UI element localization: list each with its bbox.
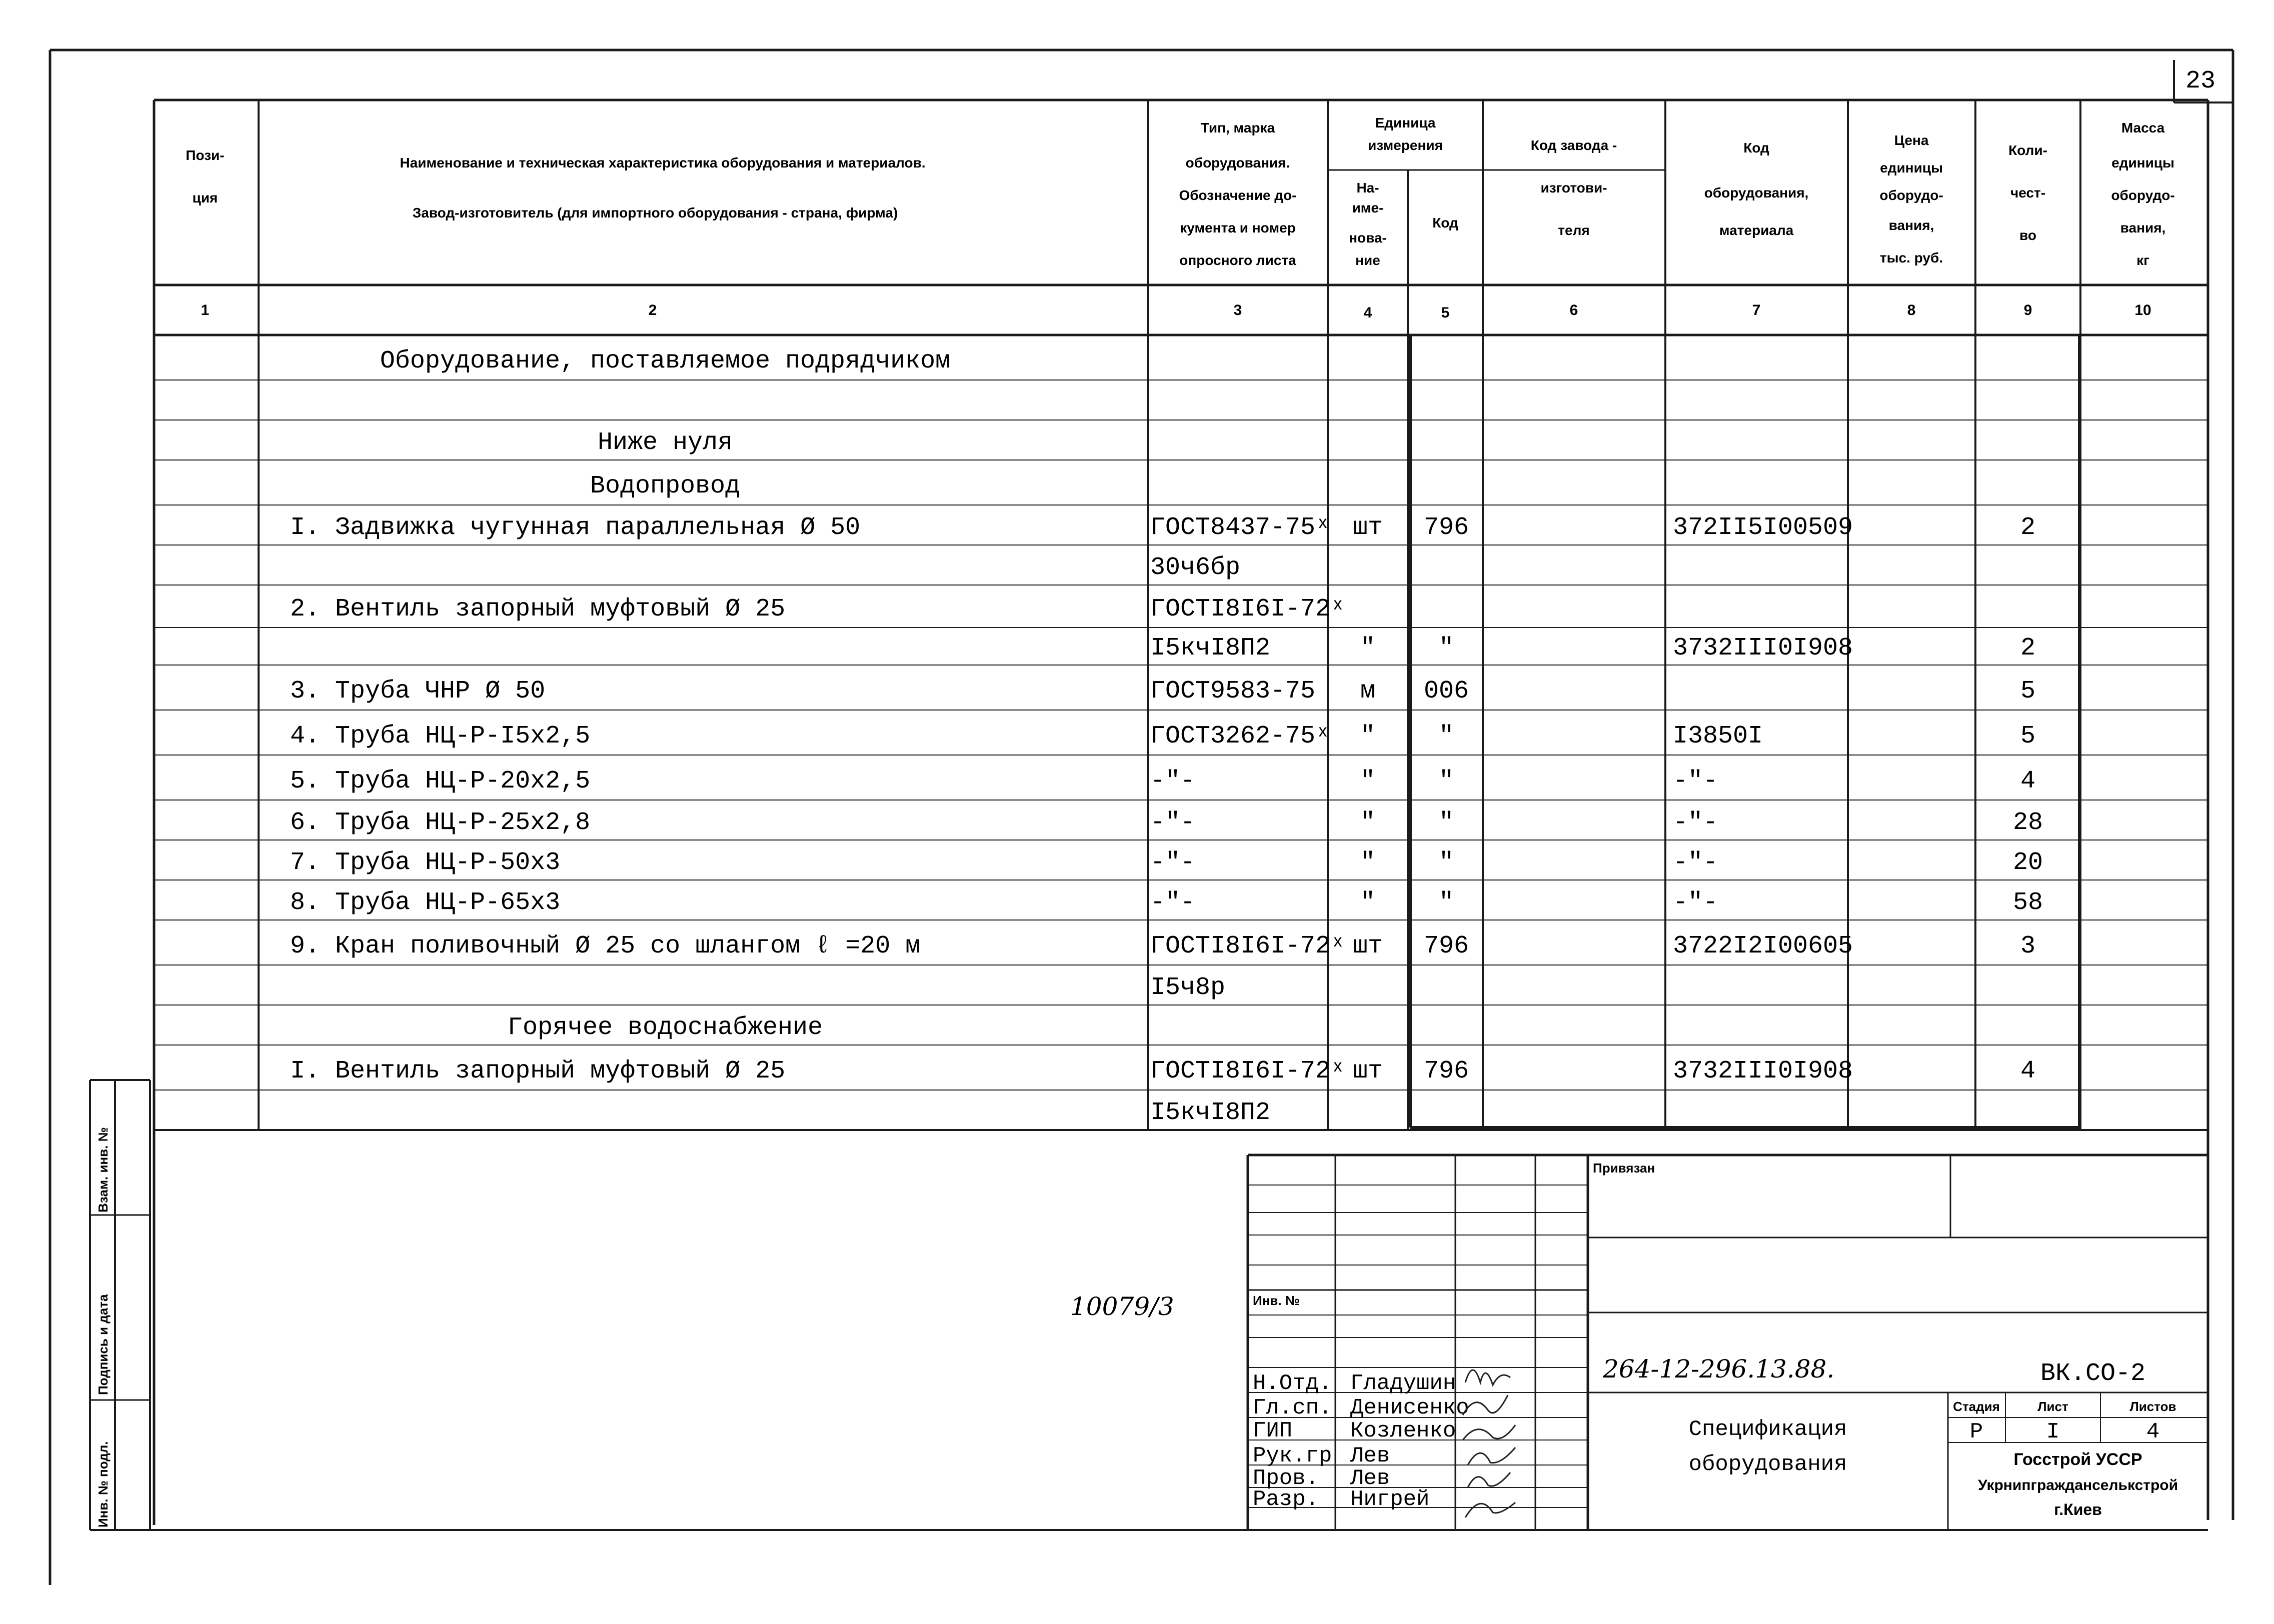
col10-header-line5: кг: [2136, 252, 2149, 268]
table-row: [1150, 554, 1240, 582]
row-name: I. Вентиль запорный муфтовый Ø 25: [290, 1057, 786, 1086]
row-unit: шт: [1352, 932, 1383, 960]
col1-header-line2: ция: [192, 190, 218, 206]
row-type: ГОСТ8437-75ˣ: [1150, 514, 1331, 542]
signature-scribble-6: [1465, 1502, 1515, 1518]
col1-header-line1: Пози-: [186, 148, 225, 163]
unit-group-header-line2: измерения: [1368, 138, 1443, 153]
table-row: [290, 595, 1345, 624]
row-unit: ": [1360, 767, 1376, 796]
row-unit: ": [1360, 634, 1376, 662]
col8-header-line3: оборудо-: [1879, 188, 1943, 203]
row-type: -"-: [1150, 808, 1196, 837]
unit-group-header-line1: Единица: [1375, 115, 1436, 130]
col4-header-line2: име-: [1352, 200, 1384, 216]
column-number-10: 10: [2134, 302, 2151, 318]
row-unit: шт: [1352, 1057, 1383, 1086]
col7-header-line3: материала: [1719, 222, 1794, 238]
table-row: [290, 932, 2035, 960]
table-row: [1150, 1098, 1270, 1127]
row-quantity: 5: [2020, 677, 2036, 706]
table-header: [186, 115, 2174, 321]
row-material-code: 3722I2I00605: [1673, 932, 1853, 960]
column-number-4: 4: [1363, 304, 1372, 321]
row-name: Оборудование, поставляемое подрядчиком: [380, 347, 951, 376]
row-unit: ": [1360, 848, 1376, 877]
row-type: I5ч8р: [1150, 974, 1226, 1002]
row-material-code: -"-: [1673, 808, 1718, 837]
attached-label: Привязан: [1593, 1160, 1655, 1176]
col7-header-line2: оборудования,: [1704, 185, 1809, 200]
row-name: 4. Труба НЦ-Р-I5х2,5: [290, 722, 591, 750]
signatory-name: Денисенко: [1350, 1396, 1469, 1420]
column-number-3: 3: [1233, 302, 1242, 318]
signatory-name: Нигрей: [1350, 1487, 1430, 1512]
signatory-name: Лев: [1350, 1466, 1390, 1491]
col10-header-line2: единицы: [2111, 155, 2174, 170]
col8-header-line5: тыс. руб.: [1879, 250, 1943, 266]
col4-header-line3: нова-: [1349, 230, 1387, 246]
row-unit: ": [1360, 808, 1376, 837]
signatory-name: Козленко: [1350, 1418, 1456, 1444]
table-body: [290, 347, 2043, 1127]
row-unit-code: ": [1438, 888, 1454, 917]
column-number-8: 8: [1907, 302, 1916, 318]
column-number-1: 1: [201, 302, 210, 318]
row-name: Горячее водоснабжение: [507, 1014, 823, 1042]
row-material-code: -"-: [1673, 888, 1718, 917]
stage-label: Стадия: [1953, 1399, 2000, 1414]
col2-header-line2: Завод-изготовитель (для импортного оборудования - страна, фирма): [412, 205, 898, 220]
row-name: 9. Кран поливочный Ø 25 со шлангом ℓ =20 м: [290, 932, 921, 960]
table-row: [290, 808, 2043, 837]
side-label-signature-date: Подпись и дата: [96, 1294, 111, 1395]
row-unit-code: ": [1438, 634, 1454, 662]
signatory-role: Пров.: [1253, 1466, 1319, 1491]
row-name: 3. Труба ЧНР Ø 50: [290, 677, 546, 706]
column-number-2: 2: [648, 302, 657, 318]
row-quantity: 4: [2020, 1057, 2036, 1086]
row-quantity: 2: [2020, 514, 2036, 542]
column-number-9: 9: [2023, 302, 2032, 318]
col10-header-line3: оборудо-: [2111, 188, 2175, 203]
document-title-line2: оборудования: [1688, 1452, 1847, 1477]
table-row: [380, 347, 950, 376]
col9-header-line1: Коли-: [2008, 142, 2047, 158]
row-type: ГОСТI8I6I-72ˣ: [1150, 932, 1346, 960]
sheets-count-value: 4: [2146, 1420, 2160, 1444]
row-type: -"-: [1150, 767, 1196, 796]
document-title-line1: Спецификация: [1688, 1417, 1847, 1442]
col10-header-line4: вания,: [2120, 220, 2166, 236]
table-row: [290, 722, 2035, 750]
col6-header-line1: Код завода -: [1530, 138, 1617, 153]
row-unit-code: ": [1438, 767, 1454, 796]
table-row: [290, 848, 2043, 877]
row-name: Ниже нуля: [597, 428, 733, 457]
row-unit: шт: [1352, 514, 1383, 542]
col2-header-line1: Наименование и техническая характеристика оборудования и материалов.: [400, 155, 926, 170]
table-row: [508, 1014, 823, 1042]
col3-header-line3: Обозначение до-: [1179, 188, 1297, 203]
row-unit: м: [1360, 677, 1376, 706]
row-unit-code: ": [1438, 722, 1454, 750]
row-name: 5. Труба НЦ-Р-20х2,5: [290, 767, 591, 796]
col6-header-line2: изготови-: [1540, 180, 1607, 196]
col8-header-line4: вания,: [1888, 218, 1934, 233]
row-unit-code: 796: [1423, 932, 1469, 960]
row-name: 7. Труба НЦ-Р-50х3: [290, 848, 561, 877]
signatory-role: Гл.сп.: [1253, 1396, 1332, 1420]
col3-header-line4: кумента и номер: [1180, 220, 1296, 236]
row-type: ГОСТ9583-75: [1150, 677, 1316, 706]
sheet-label: Лист: [2037, 1399, 2068, 1414]
col4-header-line1: На-: [1356, 180, 1379, 196]
signature-scribble-2: [1463, 1395, 1508, 1415]
row-type: ГОСТ3262-75ˣ: [1150, 722, 1331, 750]
signature-scribble-5: [1468, 1472, 1510, 1488]
page-number: 23: [2185, 67, 2216, 96]
row-type: I5кчI8П2: [1150, 1098, 1271, 1127]
row-name: 8. Труба НЦ-Р-65х3: [290, 888, 561, 917]
handwritten-archive-number: 10079/3: [1070, 1292, 1174, 1321]
table-row: [290, 1057, 2035, 1086]
stamp-signatories: [1253, 1371, 1469, 1512]
row-quantity: 5: [2020, 722, 2036, 750]
col5-header: Код: [1432, 215, 1458, 230]
table-row: [290, 514, 2035, 542]
row-unit-code: ": [1438, 848, 1454, 877]
side-label-replaced-inv: Взам. инв. №: [96, 1127, 111, 1212]
col3-header-line2: оборудования.: [1185, 155, 1290, 170]
signature-scribble-3: [1463, 1425, 1515, 1440]
row-quantity: 4: [2020, 767, 2036, 796]
inv-number-label: Инв. №: [1253, 1293, 1300, 1308]
row-name: 2. Вентиль запорный муфтовый Ø 25: [290, 595, 786, 624]
col9-header-line2: чест-: [2010, 185, 2046, 200]
signatory-role: Рук.гр: [1253, 1444, 1332, 1468]
column-number-5: 5: [1441, 304, 1450, 321]
organization-line2: Укрнипгражданселькстрой: [1977, 1477, 2178, 1494]
row-material-code: 372II5I00509: [1673, 514, 1853, 542]
table-row: [1150, 634, 2035, 662]
row-unit-code: 796: [1423, 1057, 1469, 1086]
row-type: -"-: [1150, 848, 1196, 877]
col6-header-line3: теля: [1558, 222, 1590, 238]
row-unit-code: 006: [1423, 677, 1469, 706]
side-label-original-inv: Инв. № подл.: [96, 1441, 111, 1528]
col3-header-line5: опросного листа: [1179, 252, 1296, 268]
col3-header-line1: Тип, марка: [1200, 120, 1275, 136]
row-quantity: 2: [2020, 634, 2036, 662]
col7-header-line1: Код: [1743, 140, 1769, 156]
organization-line3: г.Киев: [2054, 1500, 2102, 1518]
organization-line1: Госстрой УССР: [2013, 1450, 2142, 1469]
row-material-code: -"-: [1673, 767, 1718, 796]
row-material-code: I3850I: [1673, 722, 1763, 750]
document-code: 264-12-296.13.88.: [1603, 1354, 1835, 1384]
table-row: [1150, 974, 1225, 1002]
row-type: ГОСТI8I6I-72ˣ: [1150, 595, 1346, 624]
row-unit-code: ": [1438, 808, 1454, 837]
signatory-name: Лев: [1350, 1444, 1390, 1468]
table-row: [290, 888, 2043, 917]
row-type: 30ч6бр: [1150, 554, 1241, 582]
signature-scribble-4: [1468, 1448, 1515, 1465]
col4-header-line4: ние: [1355, 252, 1380, 268]
row-type: I5кчI8П2: [1150, 634, 1271, 662]
signatory-name: Гладушин: [1350, 1371, 1456, 1396]
column-number-6: 6: [1569, 302, 1578, 318]
col10-header-line1: Масса: [2121, 120, 2165, 136]
row-material-code: -"-: [1673, 848, 1718, 877]
signatory-role: ГИП: [1253, 1418, 1293, 1444]
row-unit: ": [1360, 722, 1376, 750]
stage-value: Р: [1969, 1420, 1983, 1444]
row-quantity: 28: [2012, 808, 2043, 837]
signature-scribble-1: [1465, 1370, 1510, 1385]
signatory-role: Разр.: [1253, 1487, 1319, 1512]
column-number-7: 7: [1752, 302, 1761, 318]
row-name: 6. Труба НЦ-Р-25х2,8: [290, 808, 591, 837]
sheet-code: ВК.СО-2: [2040, 1360, 2146, 1388]
row-name: I. Задвижка чугунная параллельная Ø 50: [290, 514, 861, 542]
col8-header-line1: Цена: [1894, 132, 1929, 148]
row-quantity: 20: [2012, 848, 2043, 877]
table-row: [290, 767, 2035, 796]
row-type: ГОСТI8I6I-72ˣ: [1150, 1057, 1346, 1086]
row-type: -"-: [1150, 888, 1196, 917]
row-quantity: 3: [2020, 932, 2036, 960]
row-material-code: 3732III0I908: [1673, 1057, 1853, 1086]
col8-header-line2: единицы: [1880, 160, 1943, 176]
row-quantity: 58: [2012, 888, 2043, 917]
sheets-count-label: Листов: [2129, 1399, 2176, 1414]
row-material-code: 3732III0I908: [1673, 634, 1853, 662]
signatory-role: Н.Отд.: [1253, 1371, 1332, 1396]
col9-header-line3: во: [2019, 228, 2036, 243]
row-unit: ": [1360, 888, 1376, 917]
table-row: [590, 472, 740, 500]
table-row: [290, 677, 2035, 706]
table-row: [598, 428, 733, 457]
row-unit-code: 796: [1423, 514, 1469, 542]
sheet-value: I: [2046, 1420, 2060, 1444]
row-name: Водопровод: [590, 472, 741, 500]
